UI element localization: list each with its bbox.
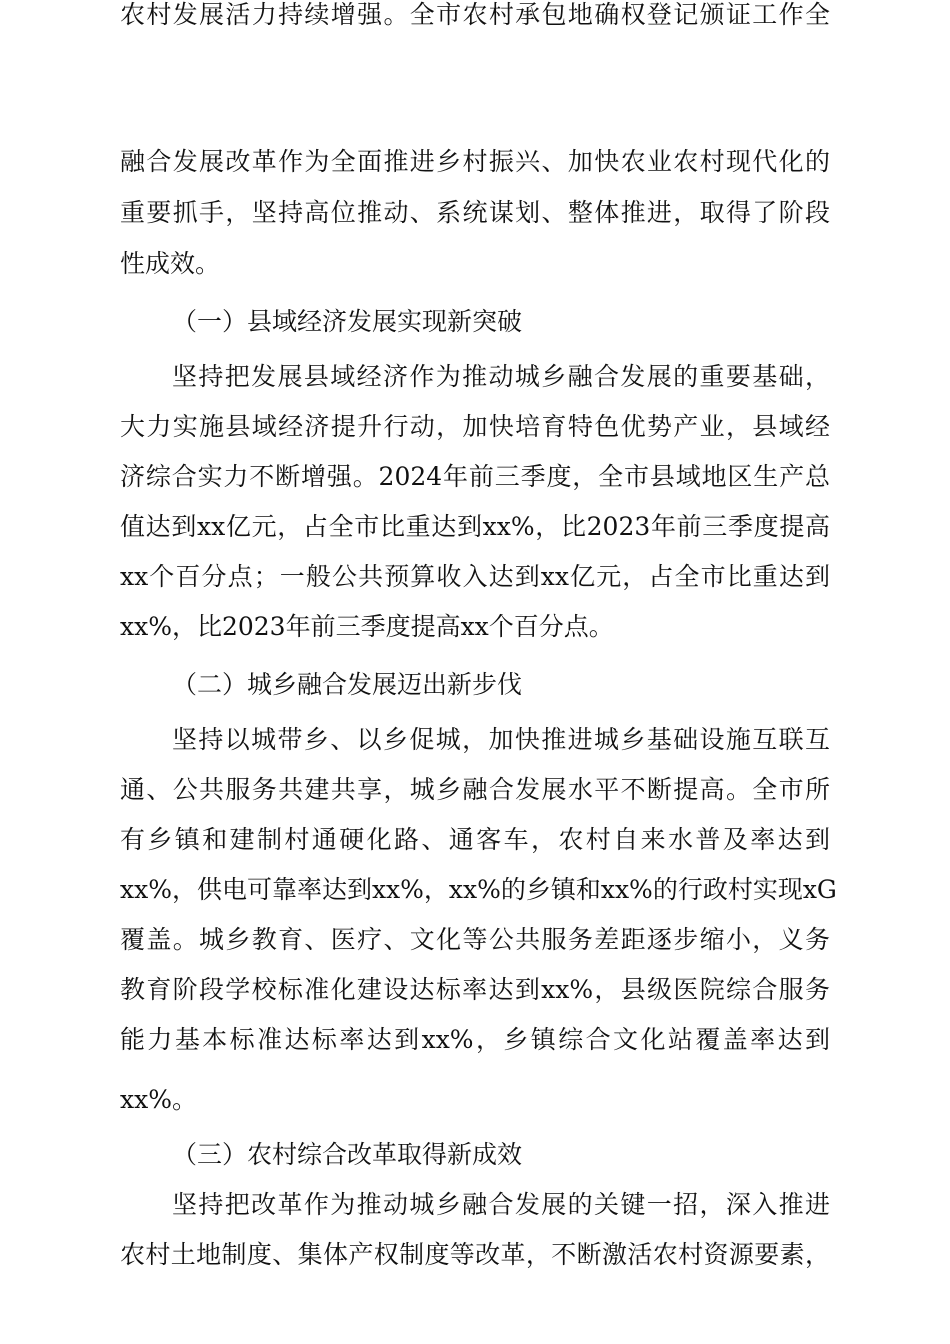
- paragraph-line: xx%，比2023年前三季度提高xx个百分点。: [120, 612, 614, 641]
- paragraph-line: 农村发展活力持续增强。全市农村承包地确权登记颁证工作全: [120, 0, 830, 29]
- section-heading: （三）农村综合改革取得新成效: [172, 1140, 523, 1169]
- paragraph-line: 大力实施县域经济提升行动，加快培育特色优势产业，县域经: [120, 412, 830, 441]
- paragraph-line: 性成效。: [120, 249, 221, 278]
- paragraph-line: 有乡镇和建制村通硬化路、通客车，农村自来水普及率达到: [120, 825, 830, 854]
- section-heading: （二）城乡融合发展迈出新步伐: [172, 670, 523, 699]
- paragraph-line: 教育阶段学校标准化建设达标率达到xx%，县级医院综合服务: [120, 975, 830, 1004]
- paragraph-line: 覆盖。城乡教育、医疗、文化等公共服务差距逐步缩小，义务: [120, 925, 830, 954]
- paragraph-line: 融合发展改革作为全面推进乡村振兴、加快农业农村现代化的: [120, 147, 830, 176]
- paragraph-line: 通、公共服务共建共享，城乡融合发展水平不断提高。全市所: [120, 775, 830, 804]
- paragraph-line: xx%。: [120, 1085, 197, 1114]
- paragraph-line: 坚持把发展县域经济作为推动城乡融合发展的重要基础，: [172, 362, 830, 391]
- paragraph-line: 农村土地制度、集体产权制度等改革，不断激活农村资源要素，: [120, 1240, 830, 1269]
- paragraph-line: 坚持以城带乡、以乡促城，加快推进城乡基础设施互联互: [172, 725, 830, 754]
- paragraph-line: xx个百分点；一般公共预算收入达到xx亿元，占全市比重达到: [120, 562, 830, 591]
- paragraph-line: 坚持把改革作为推动城乡融合发展的关键一招，深入推进: [172, 1190, 830, 1219]
- paragraph-line: 济综合实力不断增强。2024年前三季度，全市县域地区生产总: [120, 462, 830, 491]
- paragraph-line: 能力基本标准达标率达到xx%，乡镇综合文化站覆盖率达到: [120, 1025, 830, 1054]
- section-heading: （一）县域经济发展实现新突破: [172, 307, 523, 336]
- paragraph-line: xx%，供电可靠率达到xx%，xx%的乡镇和xx%的行政村实现xG: [120, 875, 837, 904]
- paragraph-line: 重要抓手，坚持高位推动、系统谋划、整体推进，取得了阶段: [120, 198, 830, 227]
- paragraph-line: 值达到xx亿元，占全市比重达到xx%，比2023年前三季度提高: [120, 512, 830, 541]
